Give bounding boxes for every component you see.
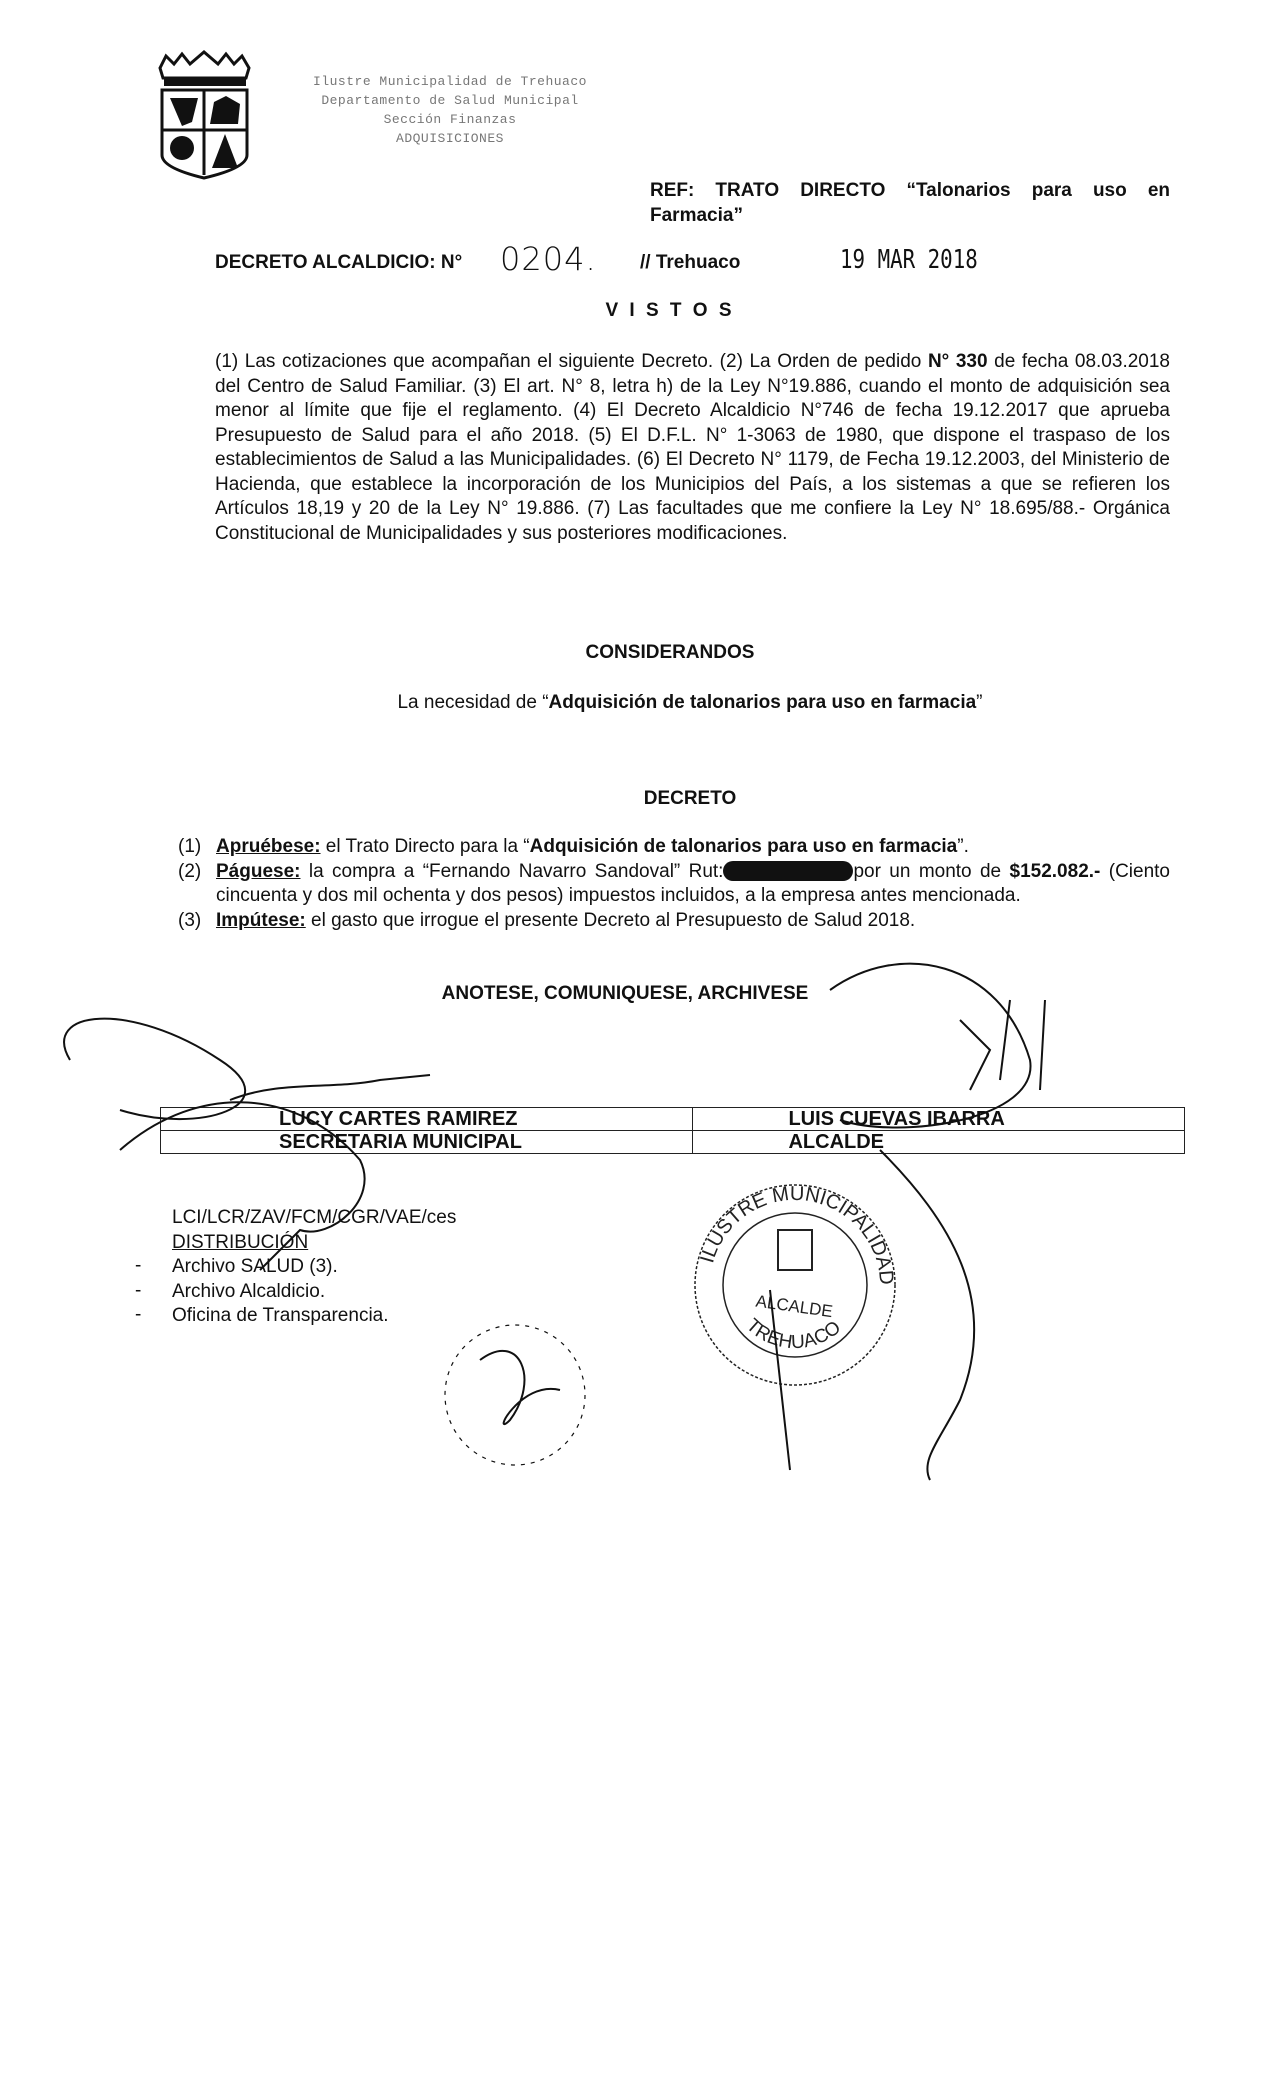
vistos-text: de fecha 08.03.2018 del Centro de Salud Familiar. (3) El art. N° 8, letra h) de la Ley N°19.886, cuando el monto de adquisición sea menor al límite que fije el reglamento. (4) El Decreto Alcaldicio N°746 de fecha 19.12.2017 que aprueba Presupuesto de Salud para el año 2018. (5) El D.F.L. N° 1-3063 de 1980, que dispone el traspaso de los establecimientos de Salud a las Municipalidades. (6) El Decreto N° 1179, de Fecha 19.12.2003, del Ministerio de Hacienda, que establece la incorporación de los Municipios del País, a los sistemas a que se refieren los Artículos 18,19 y 20 de la Ley N° 19.886. (7) Las facultades que me confiere la Ley N° 18.695/88.- Orgánica Constitucional de Municipalidades y sus posteriores modificaciones.: [215, 351, 1170, 544]
distribution-title: DISTRIBUCIÓN: [172, 1231, 309, 1253]
order-number: N° 330: [927, 351, 988, 372]
signature-table: [160, 1107, 1185, 1154]
letterhead-line: Departamento de Salud Municipal: [321, 93, 579, 108]
letterhead-line: ADQUISICIONES: [396, 131, 504, 146]
item-bold: Adquisición de talonarios para uso en farmacia: [529, 836, 958, 857]
vistos-paragraph: [215, 350, 1170, 546]
bullet-dash: -: [135, 1280, 142, 1301]
bullet-dash: -: [135, 1304, 142, 1325]
closing-formula: ANOTESE, COMUNIQUESE, ARCHIVESE: [441, 983, 809, 1004]
letterhead-line: Sección Finanzas: [383, 112, 517, 127]
decree-place: // Trehuaco: [640, 252, 741, 273]
municipal-coat-of-arms-logo: [152, 50, 257, 180]
item-label: Apruébese:: [216, 836, 321, 857]
redaction-mark: [723, 861, 853, 881]
item-text: el gasto que irrogue el presente Decreto al Presupuesto de Salud 2018.: [305, 909, 916, 931]
decree-item: [178, 860, 1170, 909]
decree-items: [178, 835, 1170, 933]
decree-item: [178, 835, 1170, 860]
decree-date-stamp: 19 MAR 2018: [840, 245, 978, 275]
distribution: [172, 1206, 456, 1329]
text-bold: Adquisición de talonarios para uso en farmacia: [548, 692, 977, 713]
decree-label: DECRETO ALCALDICIO: N°: [215, 252, 463, 273]
initials: LCI/LCR/ZAV/FCM/CGR/VAE/ces: [172, 1207, 457, 1228]
letterhead: [270, 72, 630, 148]
item-text: (Ciento cincuenta y dos mil ochenta y dos pesos) impuestos incluidos, a la empresa antes mencionada.: [216, 860, 1170, 906]
decree-item: [178, 909, 1170, 934]
distribution-item: Oficina de Transparencia.: [172, 1305, 389, 1326]
item-text: el Trato Directo para la “: [320, 836, 530, 857]
text: La necesidad de “: [397, 692, 549, 713]
bullet-dash: -: [135, 1255, 142, 1276]
vistos-text: (1) Las cotizaciones que acompañan el siguiente Decreto. (2) La Orden de pedido: [215, 351, 928, 372]
item-text: por un monto de: [853, 860, 1010, 882]
letterhead-line: Ilustre Municipalidad de Trehuaco: [313, 74, 587, 89]
distribution-item: Archivo SALUD (3).: [172, 1256, 338, 1277]
municipal-seal-stamp: [680, 1170, 910, 1390]
distribution-item: Archivo Alcaldicio.: [172, 1280, 326, 1302]
amount: $152.082.-: [1009, 860, 1101, 882]
item-number: (2): [178, 860, 202, 882]
mayor-role: ALCALDE: [693, 1131, 1185, 1154]
item-label: Impútese:: [216, 909, 306, 931]
secretary-role: SECRETARIA MUNICIPAL: [161, 1131, 693, 1154]
item-text: la compra a “Fernando Navarro Sandoval” Rut:: [300, 860, 724, 882]
decree-number: 0204.: [500, 240, 597, 278]
mayor-name: LUIS CUEVAS IBARRA: [693, 1108, 1185, 1131]
item-label: Páguese:: [216, 860, 301, 882]
stamp-top-text: ILUSTRE MUNICIPALIDAD: [696, 1182, 898, 1286]
vistos-title: V I S T O S: [605, 300, 735, 321]
reference: REF: TRATO DIRECTO “Talonarios para uso en Farmacia”: [650, 180, 1170, 226]
item-number: (3): [178, 909, 202, 931]
considerandos-text: [0, 692, 1275, 714]
stamp-center-text: ALCALDE: [754, 1291, 834, 1322]
text: ”: [976, 692, 983, 713]
considerandos-title: CONSIDERANDOS: [585, 642, 755, 663]
decreto-title: DECRETO: [643, 788, 737, 809]
stamp-bottom-text: TREHUACO: [742, 1314, 845, 1354]
secretary-name: LUCY CARTES RAMIREZ: [161, 1108, 693, 1131]
item-text: ”.: [957, 836, 969, 857]
item-number: (1): [178, 836, 202, 857]
